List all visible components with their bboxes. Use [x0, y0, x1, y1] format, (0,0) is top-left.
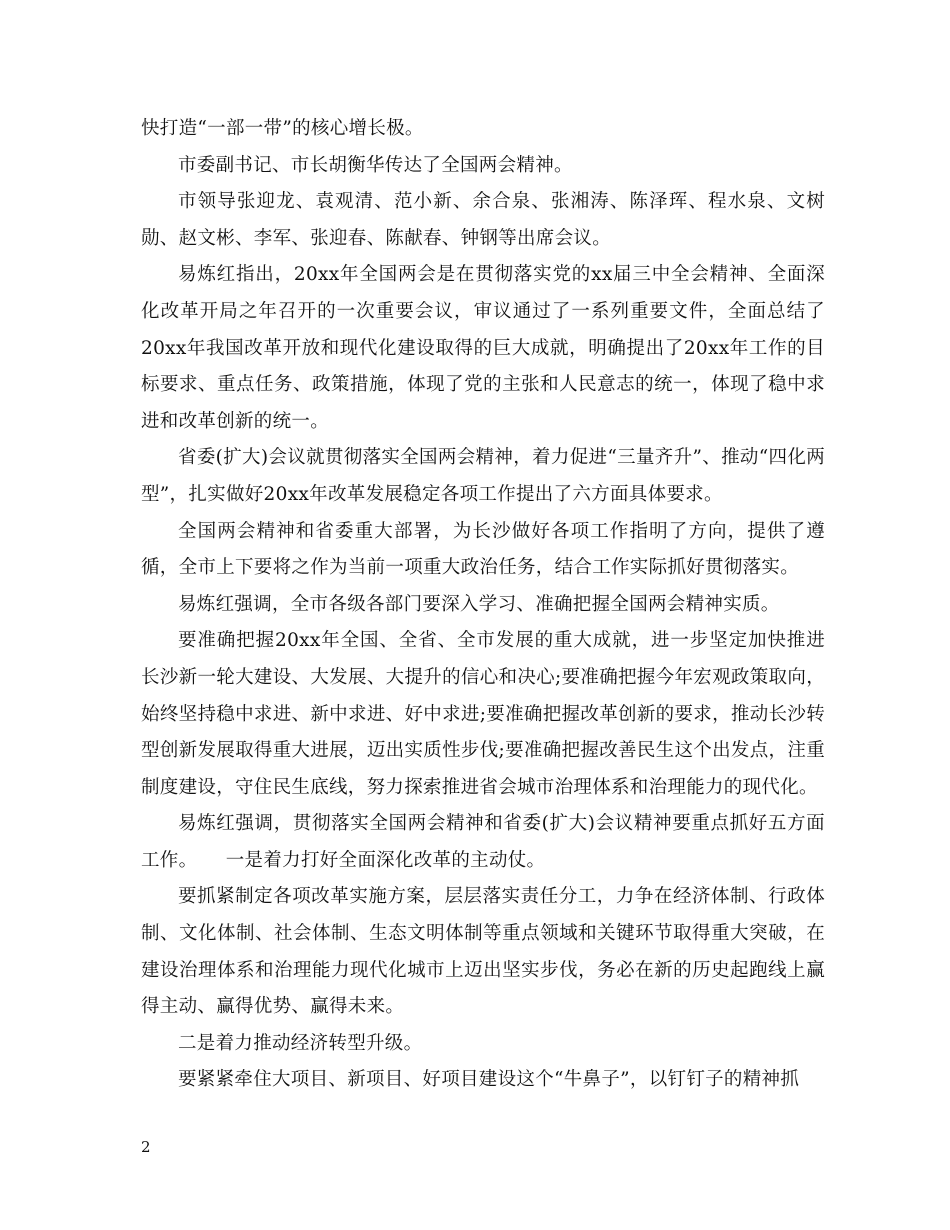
paragraph: 要抓紧制定各项改革实施方案，层层落实责任分工，力争在经济体制、行政体制、文化体制、社会体制、生态文明体制等重点领域和关键环节取得重大突破，在建设治理体系和治理能力现代化城市上迈出坚实步伐，务必在新的历史起跑线上赢得主动、赢得优势、赢得未来。 [141, 886, 825, 1018]
paragraph: 要紧紧牵住大项目、新项目、好项目建设这个“牛鼻子”，以钉钉子的精神抓 [178, 1069, 800, 1091]
paragraph: 市领导张迎龙、袁观清、范小新、余合泉、张湘涛、陈泽珲、程水泉、文树勋、赵文彬、李军、张迎春、陈献春、钟钢等出席会议。 [141, 191, 825, 249]
paragraph: 易炼红指出，20xx年全国两会是在贯彻落实党的xx届三中全会精神、全面深化改革开局之年召开的一次重要会议，审议通过了一系列重要文件，全面总结了20xx年我国改革开放和现代化建设取得的巨大成就，明确提出了20xx年工作的目标要求、重点任务、政策措施，体现了党的主张和人民意志的统一，体现了稳中求进和改革创新的统一。 [141, 264, 825, 432]
paragraph: 市委副书记、市长胡衡华传达了全国两会精神。 [178, 154, 573, 176]
paragraph: 要准确把握20xx年全国、全省、全市发展的重大成就，进一步坚定加快推进长沙新一轮大建设、大发展、大提升的信心和决心;要准确把握今年宏观政策取向，始终坚持稳中求进、新中求进、好中求进;要准确把握改革创新的要求，推动长沙转型创新发展取得重大进展，迈出实质性步伐;要准确把握改善民生这个出发点，注重制度建设，守住民生底线，努力探索推进省会城市治理体系和治理能力的现代化。 [141, 630, 825, 798]
paragraph-continuation: 快打造“一部一带”的核心增长极。 [141, 118, 424, 139]
body-text [141, 111, 825, 1099]
paragraph: 全国两会精神和省委重大部署，为长沙做好各项工作指明了方向，提供了遵循，全市上下要将之作为当前一项重大政治任务，结合工作实际抓好贯彻落实。 [141, 520, 825, 579]
paragraph: 易炼红强调，贯彻落实全国两会精神和省委(扩大)会议精神要重点抓好五方面工作。 一是着力打好全面深化改革的主动仗。 [141, 813, 825, 871]
paragraph: 易炼红强调，全市各级各部门要深入学习、准确把握全国两会精神实质。 [178, 593, 780, 615]
paragraph: 二是着力推动经济转型升级。 [178, 1032, 423, 1054]
paragraph: 省委(扩大)会议就贯彻落实全国两会精神，着力促进“三量齐升”、推动“四化两型”，扎实做好20xx年改革发展稳定各项工作提出了六方面具体要求。 [141, 447, 825, 505]
page-number: 2 [141, 1138, 151, 1156]
